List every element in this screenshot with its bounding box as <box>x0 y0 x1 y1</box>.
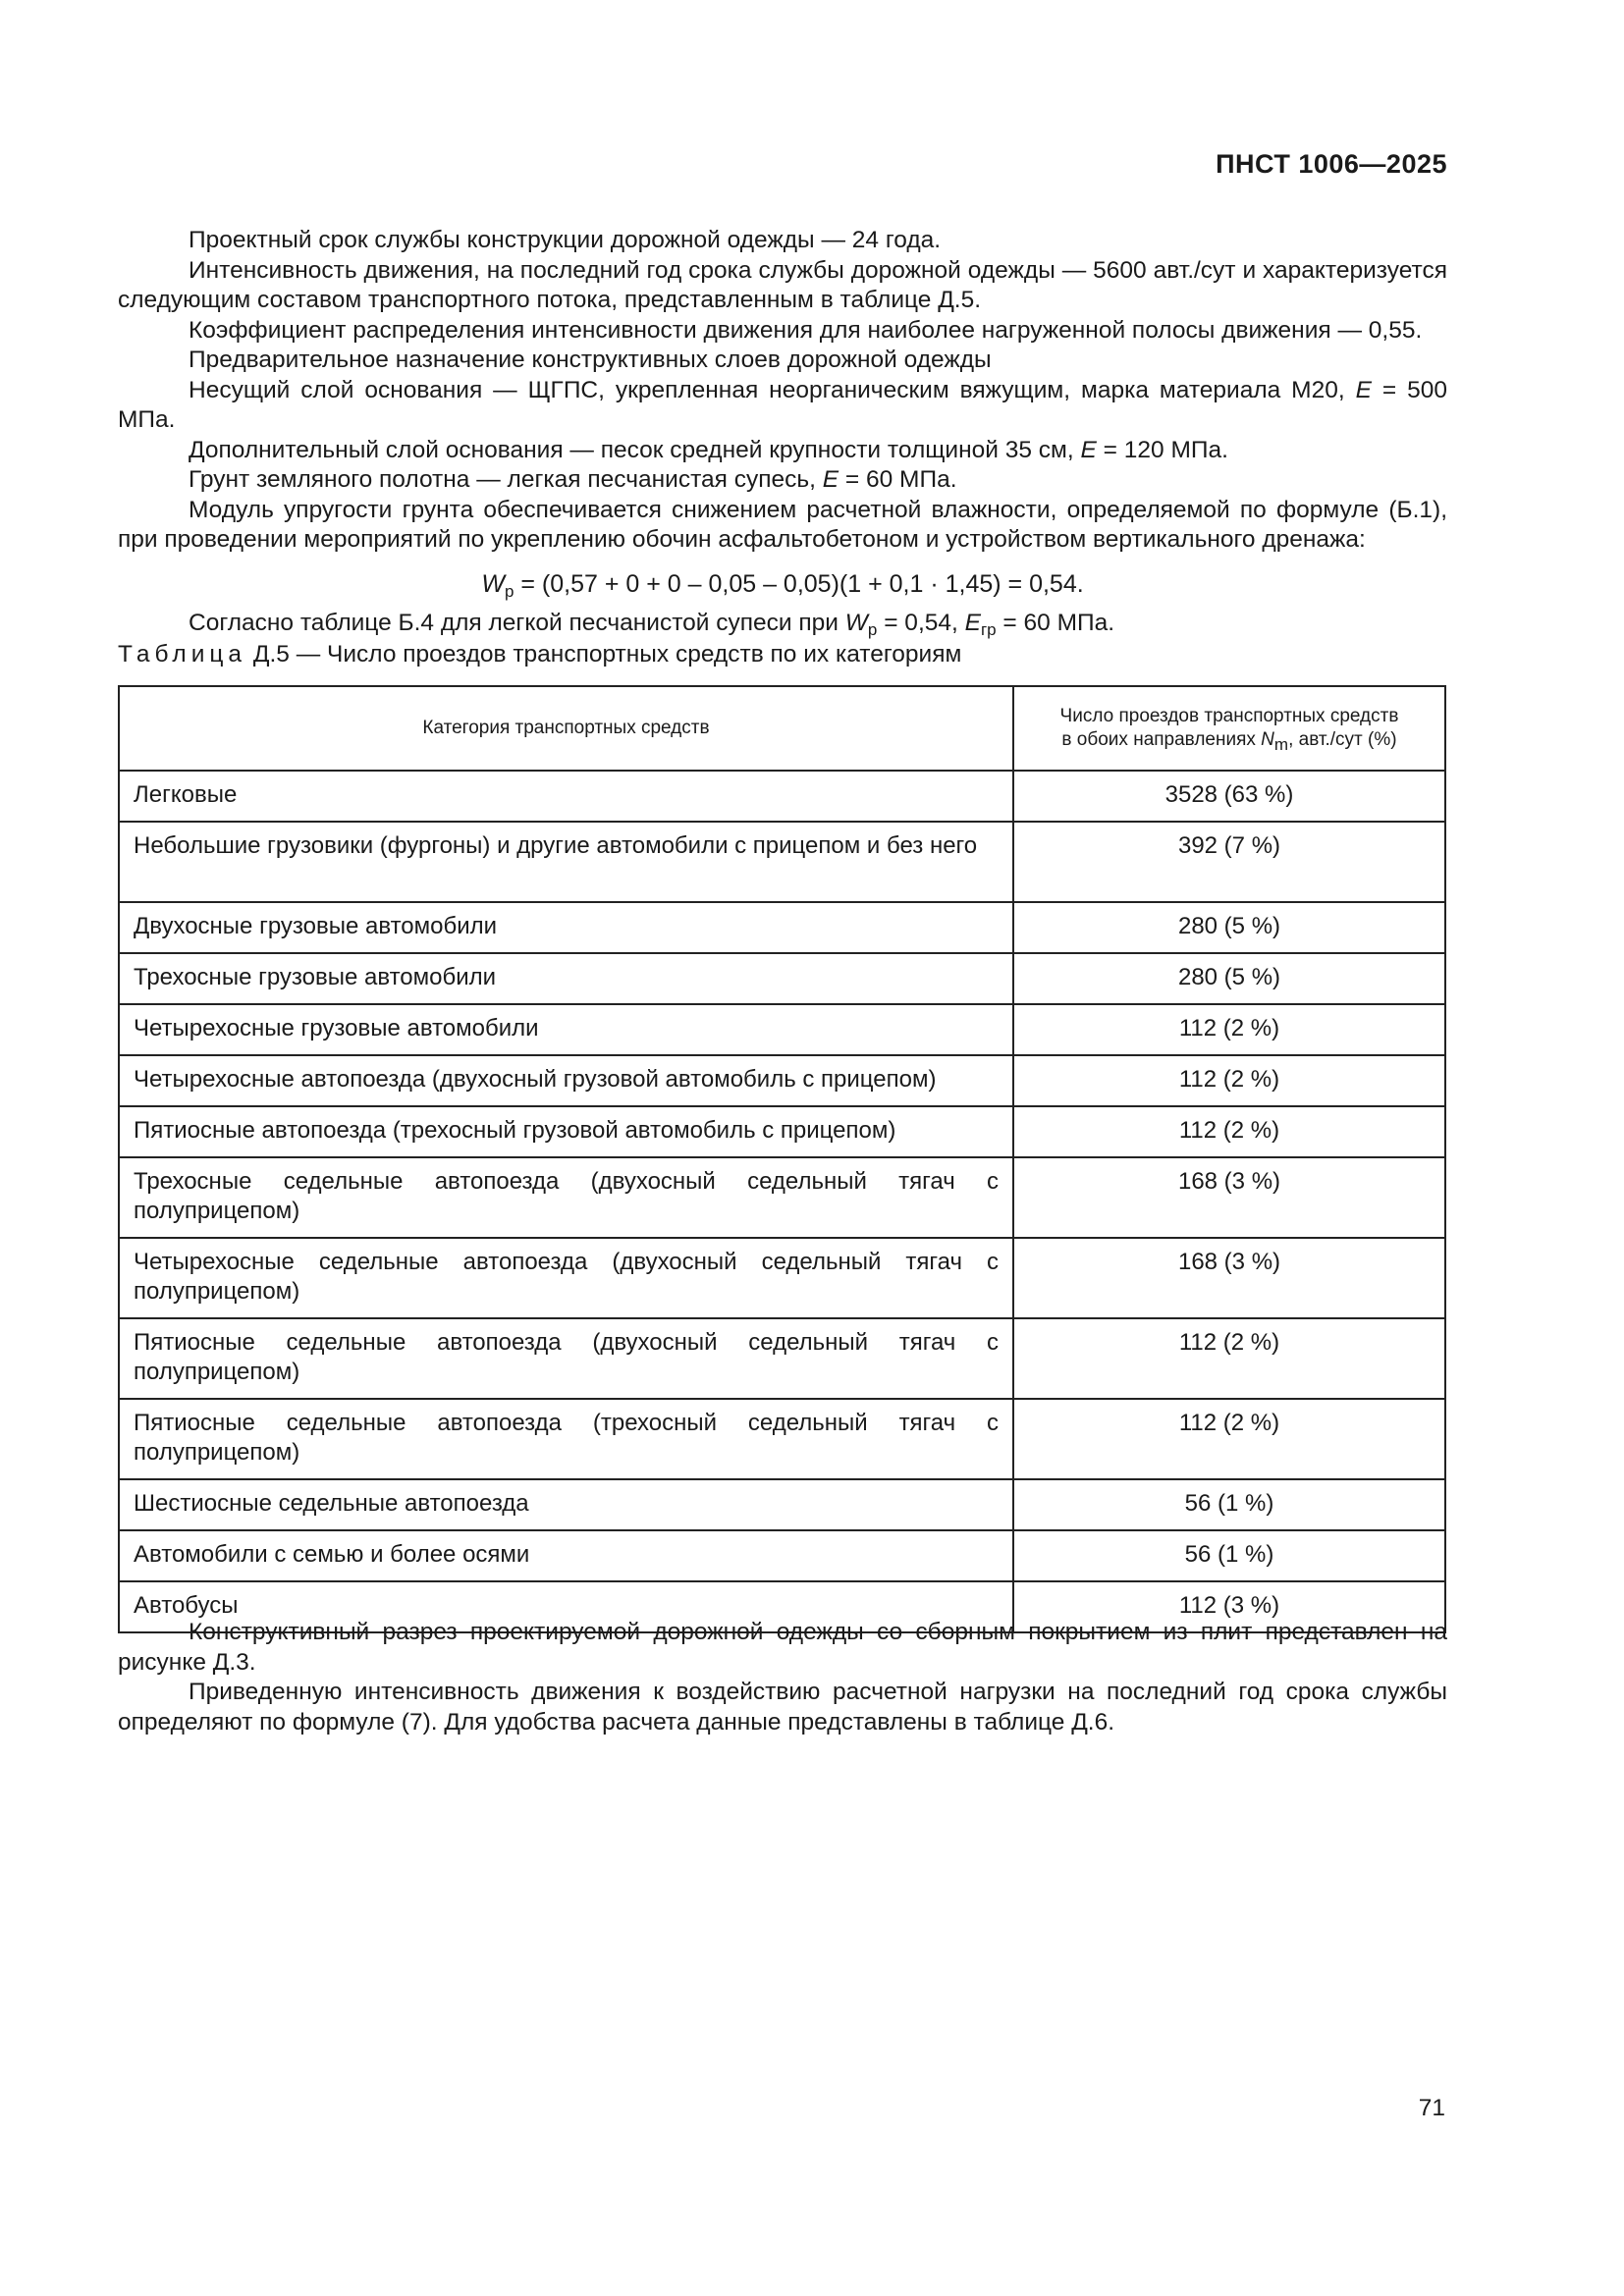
cell-category: Автобусы <box>119 1581 1013 1632</box>
cell-category: Пятиосные седельные автопоезда (трехосный седельный тягач с полуприцепом) <box>119 1399 1013 1479</box>
cell-category: Четырехосные седельные автопоезда (двухосный седельный тягач с полуприцепом) <box>119 1238 1013 1318</box>
document-id-header: ПНСТ 1006—2025 <box>1216 149 1447 179</box>
paragraph-table-b4-reference: Согласно таблице Б.4 для легкой песчанистой супеси при $W_р = 0,54$, $E_{гр} = 60$ МПа. <box>189 610 1115 639</box>
table-row <box>119 1238 1445 1318</box>
table-row <box>119 771 1445 822</box>
paragraph-figure-reference: Конструктивный разрез проектируемой дорожной одежды со сборным покрытием из плит представлен на рисунке Д.3. <box>118 1619 1447 1676</box>
table-row <box>119 1399 1445 1479</box>
cell-category: Четырехосные грузовые автомобили <box>119 1004 1013 1055</box>
closing-text-block <box>118 1618 1447 1737</box>
cell-value: 112 (2 %) <box>1013 1399 1445 1479</box>
paragraph-extra-layer: Дополнительный слой основания — песок средней крупности толщиной 35 см, E = 120 МПа. <box>189 436 1228 463</box>
paragraph-traffic-intensity: Интенсивность движения, на последний год срока службы дорожной одежды — 5600 авт./сут и характеризуется следующим составом транспортного потока, представленным в таблице Д.5. <box>118 256 1447 313</box>
table-row <box>119 1055 1445 1106</box>
cell-value: 280 (5 %) <box>1013 953 1445 1004</box>
header-pass-count: Число проездов транспортных средств в обоих направлениях $N_m$, авт./сут (%) <box>1013 686 1445 771</box>
paragraph-subgrade: Грунт земляного полотна — легкая песчанистая супесь, E = 60 МПа. <box>189 466 957 493</box>
cell-category: Небольшие грузовики (фургоны) и другие автомобили с прицепом и без него <box>119 822 1013 902</box>
paragraph-service-life: Проектный срок службы конструкции дорожной одежды — 24 года. <box>189 227 942 253</box>
cell-value: 112 (2 %) <box>1013 1318 1445 1399</box>
paragraph-formula-reference: Приведенную интенсивность движения к воздействию расчетной нагрузки на последний год срока службы определяют по формуле (7). Для удобства расчета данные представлены в таблице Д.6. <box>118 1679 1447 1735</box>
table-row <box>119 1106 1445 1157</box>
cell-category: Легковые <box>119 771 1013 822</box>
table-caption: Таблица Д.5 — Число проездов транспортных средств по их категориям <box>118 641 962 667</box>
cell-value: 112 (2 %) <box>1013 1004 1445 1055</box>
cell-value: 112 (2 %) <box>1013 1106 1445 1157</box>
cell-value: 56 (1 %) <box>1013 1530 1445 1581</box>
table-row <box>119 1479 1445 1530</box>
cell-value: 168 (3 %) <box>1013 1157 1445 1238</box>
cell-category: Трехосные седельные автопоезда (двухосный седельный тягач с полуприцепом) <box>119 1157 1013 1238</box>
cell-value: 168 (3 %) <box>1013 1238 1445 1318</box>
cell-value: 280 (5 %) <box>1013 902 1445 953</box>
header-category: Категория транспортных средств <box>119 686 1013 771</box>
table-row <box>119 953 1445 1004</box>
cell-value: 392 (7 %) <box>1013 822 1445 902</box>
paragraph-layers-heading: Предварительное назначение конструктивных слоев дорожной одежды <box>189 347 992 373</box>
cell-value: 56 (1 %) <box>1013 1479 1445 1530</box>
table-row <box>119 1004 1445 1055</box>
cell-category: Пятиосные автопоезда (трехосный грузовой автомобиль с прицепом) <box>119 1106 1013 1157</box>
cell-value: 112 (3 %) <box>1013 1581 1445 1632</box>
table-row <box>119 1318 1445 1399</box>
cell-category: Шестиосные седельные автопоезда <box>119 1479 1013 1530</box>
table-row <box>119 902 1445 953</box>
cell-category: Пятиосные седельные автопоезда (двухосный седельный тягач с полуприцепом) <box>119 1318 1013 1399</box>
cell-category: Трехосные грузовые автомобили <box>119 953 1013 1004</box>
paragraph-distribution-coefficient: Коэффициент распределения интенсивности движения для наиболее нагруженной полосы движения — 0,55. <box>189 316 1423 344</box>
cell-category: Двухосные грузовые автомобили <box>119 902 1013 953</box>
table-row <box>119 1157 1445 1238</box>
page-number: 71 <box>1418 2095 1445 2121</box>
table-header-row <box>119 686 1445 771</box>
table-row <box>119 1530 1445 1581</box>
paragraph-base-layer: Несущий слой основания — ЩГПС, укрепленная неорганическим вяжущим, марка материала М20, E = 500 МПа. <box>118 376 1447 433</box>
intro-text-block <box>118 226 1447 639</box>
table-row <box>119 822 1445 902</box>
paragraph-soil-modulus: Модуль упругости грунта обеспечивается снижением расчетной влажности, определяемой по формуле (Б.1), при проведении мероприятий по укреплению обочин асфальтобетоном и устройством вертикального дренажа: <box>118 496 1447 553</box>
cell-category: Четырехосные автопоезда (двухосный грузовой автомобиль с прицепом) <box>119 1055 1013 1106</box>
formula-wp: $W_р = (0,57 + 0 + 0 - 0,05 - 0,05)(1 + 0,1 \cdot 1,45) = 0,54$. <box>481 569 1084 601</box>
cell-value: 3528 (63 %) <box>1013 771 1445 822</box>
vehicle-passes-table <box>118 685 1446 1633</box>
cell-category: Автомобили с семью и более осями <box>119 1530 1013 1581</box>
cell-value: 112 (2 %) <box>1013 1055 1445 1106</box>
